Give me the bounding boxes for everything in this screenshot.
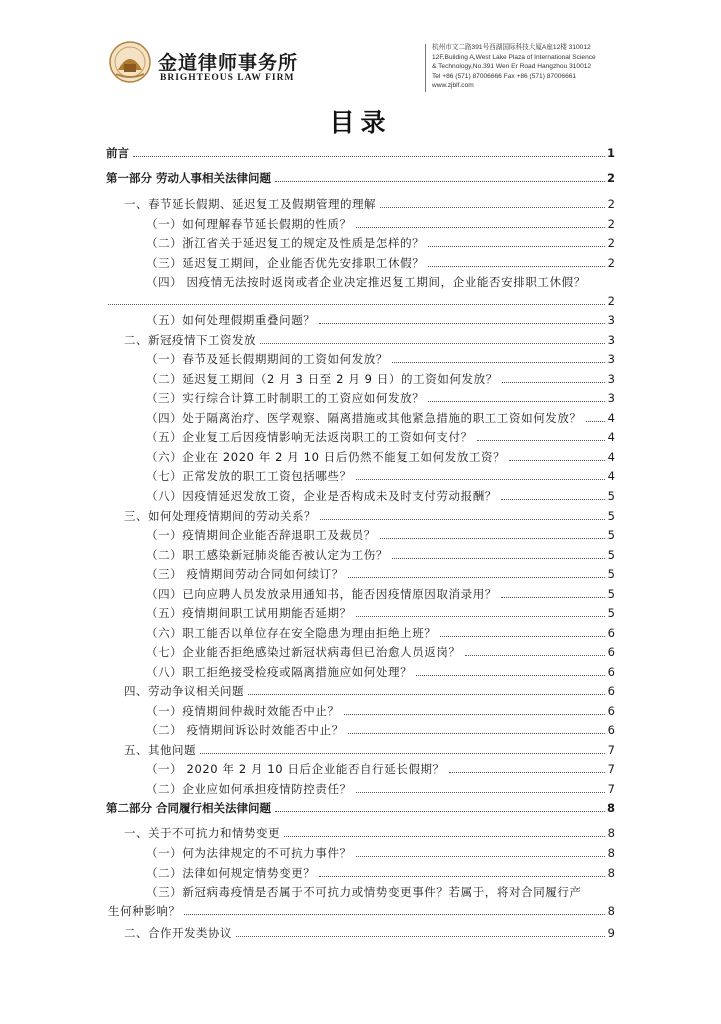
- toc-entry[interactable]: [0, 253, 721, 273]
- toc-entry-page: 6: [607, 723, 615, 737]
- toc-entry[interactable]: [0, 798, 721, 818]
- toc-entry[interactable]: [0, 143, 721, 163]
- toc-leader-dots: [416, 675, 605, 676]
- toc-entry[interactable]: [0, 388, 721, 408]
- toc-entry[interactable]: [0, 681, 721, 701]
- toc-entry-title: （二）企业应如何承担疫情防控责任？: [146, 779, 353, 799]
- toc-entry-title: （五）企业复工后因疫情影响无法返岗职工的工资如何支付？: [146, 427, 474, 447]
- toc-entry-page: 8: [607, 826, 615, 840]
- toc-entry-page: 5: [607, 489, 615, 503]
- toc-entry-page: 9: [607, 926, 615, 940]
- toc-entry-title: 一、春节延长假期、延迟复工及假期管理的理解: [124, 194, 377, 214]
- toc-entry[interactable]: [0, 233, 721, 253]
- toc-entry[interactable]: [0, 603, 721, 623]
- toc-entry-title: （三）延迟复工期间，企业能否优先安排职工休假？: [146, 253, 425, 273]
- toc-leader-dots: [501, 597, 605, 598]
- toc-entry-title: （五）疫情期间职工试用期能否延期？: [146, 603, 353, 623]
- toc-entry-title: 四、劳动争议相关问题: [124, 681, 245, 701]
- toc-entry-page: 3: [607, 391, 615, 405]
- toc-entry[interactable]: [0, 863, 721, 883]
- toc-entry-page: 7: [607, 762, 615, 776]
- toc-leader-dots: [356, 616, 605, 617]
- toc-entry-title: （二）职工感染新冠肺炎能否被认定为工伤？: [146, 545, 389, 565]
- toc-leader-dots: [320, 519, 605, 520]
- toc-entry-page: 4: [607, 450, 615, 464]
- toc-entry-title: （一）如何理解春节延长假期的性质？: [146, 214, 353, 234]
- toc-entry[interactable]: [0, 545, 721, 565]
- toc-leader-dots: [284, 836, 605, 837]
- toc-entry[interactable]: [0, 447, 721, 467]
- toc-leader-dots: [236, 936, 605, 937]
- toc-entry-title: （七）正常发放的职工工资包括哪些？: [146, 466, 353, 486]
- toc-entry-page: 4: [607, 430, 615, 444]
- toc-entry[interactable]: [0, 882, 721, 902]
- toc-leader-dots: [356, 479, 605, 480]
- toc-leader-dots: [509, 460, 605, 461]
- toc-entry[interactable]: [0, 168, 721, 188]
- toc-entry-page: 3: [607, 313, 615, 327]
- toc-entry-page: 2: [607, 197, 615, 211]
- toc-entry[interactable]: [0, 427, 721, 447]
- toc-entry[interactable]: [0, 408, 721, 428]
- toc-entry[interactable]: [0, 525, 721, 545]
- toc-entry-page: 6: [607, 645, 615, 659]
- toc-leader-dots: [275, 181, 605, 182]
- toc-leader-dots: [392, 362, 605, 363]
- toc-entry-title: （一）疫情期间企业能否辞退职工及裁员？: [146, 525, 377, 545]
- toc-entry-page: 2: [607, 236, 615, 250]
- toc-entry[interactable]: [0, 843, 721, 863]
- toc-entry[interactable]: [0, 823, 721, 843]
- toc-entry-title-continued: 生何种影响？: [108, 901, 182, 921]
- toc-entry[interactable]: [0, 272, 721, 292]
- toc-entry[interactable]: [0, 720, 721, 740]
- toc-entry-title: 五、其他问题: [124, 740, 197, 760]
- toc-leader-dots: [502, 382, 605, 383]
- toc-entry-page: 2: [606, 171, 615, 185]
- toc-entry-title: （一）疫情期间仲裁时效能否中止？: [146, 701, 341, 721]
- toc-entry-title: 二、合作开发类协议: [124, 923, 233, 943]
- toc-entry-page: 8: [607, 846, 615, 860]
- toc-leader-dots: [319, 876, 605, 877]
- toc-leader-dots: [428, 246, 605, 247]
- toc-entry-page: 2: [607, 217, 615, 231]
- address-line: & Technology,No.391 Wen Er Road Hangzhou 310012: [432, 63, 592, 71]
- toc-entry-page: 2: [607, 294, 615, 308]
- toc-entry-page: 3: [607, 352, 615, 366]
- toc-entry-title: （八）因疫情延迟发放工资，企业是否构成未及时支付劳动报酬？: [146, 486, 498, 506]
- page-title: 目录: [329, 108, 392, 137]
- toc-entry[interactable]: [0, 466, 721, 486]
- toc-leader-dots: [356, 856, 605, 857]
- firm-name-cn: 金道律师事务所: [158, 52, 299, 74]
- toc-entry-title: （四） 因疫情无法按时返岗或者企业决定推迟复工期间，企业能否安排职工休假？: [146, 272, 587, 292]
- toc-entry-page: 5: [607, 509, 615, 523]
- toc-entry-title: 一、关于不可抗力和情势变更: [124, 823, 281, 843]
- toc-entry-title: （三）新冠病毒疫情是否属于不可抗力或情势变更事件？若属于，将对合同履行产: [146, 882, 583, 902]
- toc-entry-title: （三）实行综合计算工时制职工的工资应如何发放？: [146, 388, 425, 408]
- toc-entry-page: 6: [607, 684, 615, 698]
- toc-entry[interactable]: [0, 486, 721, 506]
- toc-entry-page: 6: [607, 626, 615, 640]
- toc-entry-title: 第二部分 合同履行相关法律问题: [106, 798, 272, 818]
- toc-entry-title: （二）浙江省关于延迟复工的规定及性质是怎样的？: [146, 233, 425, 253]
- toc-leader-dots: [380, 207, 605, 208]
- toc-entry-title: （八）职工拒绝接受检疫或隔离措施应如何处理？: [146, 662, 413, 682]
- address-line: 12F,Building A,West Lake Plaza of International Science: [432, 53, 596, 61]
- toc-entry[interactable]: [0, 310, 721, 330]
- toc-entry-title: （一）何为法律规定的不可抗力事件？: [146, 843, 353, 863]
- toc-entry-page: 5: [607, 548, 615, 562]
- firm-name-en: BRIGHTEOUS LAW FIRM: [160, 73, 295, 83]
- toc-entry-continuation: [0, 291, 721, 311]
- toc-entry-title: （四）处于隔离治疗、医学观察、隔离措施或其他紧急措施的职工工资如何发放？: [146, 408, 583, 428]
- toc-entry-page: 5: [607, 567, 615, 581]
- toc-leader-dots: [477, 440, 605, 441]
- toc-leader-dots: [348, 577, 605, 578]
- toc-leader-dots: [200, 753, 605, 754]
- toc-entry[interactable]: [0, 759, 721, 779]
- toc-entry-page: 8: [607, 904, 615, 918]
- toc-leader-dots: [501, 499, 605, 500]
- toc-leader-dots: [184, 914, 605, 915]
- toc-entry-page: 6: [607, 704, 615, 718]
- toc-entry-title: （五）如何处理假期重叠问题？: [146, 310, 316, 330]
- toc-entry-page: 3: [607, 372, 615, 386]
- toc-entry-title: 第一部分 劳动人事相关法律问题: [106, 168, 272, 188]
- toc-entry[interactable]: [0, 642, 721, 662]
- toc-entry-page: 5: [607, 606, 615, 620]
- toc-entry-page: 4: [607, 411, 615, 425]
- address-line: www.zjblf.com: [432, 82, 474, 90]
- toc-entry[interactable]: [0, 330, 721, 350]
- toc-entry-page: 4: [607, 469, 615, 483]
- toc-entry[interactable]: [0, 740, 721, 760]
- toc-entry-continuation: [0, 901, 721, 921]
- toc-entry-title: （六）职工能否以单位存在安全隐患为理由拒绝上班？: [146, 623, 437, 643]
- toc-entry-title: （三） 疫情期间劳动合同如何续订？: [146, 564, 345, 584]
- toc-leader-dots: [586, 421, 605, 422]
- toc-entry-page: 6: [607, 665, 615, 679]
- toc-leader-dots: [392, 558, 605, 559]
- toc-leader-dots: [465, 655, 605, 656]
- toc-entry[interactable]: [0, 564, 721, 584]
- toc-leader-dots: [449, 772, 605, 773]
- toc-entry-page: 2: [607, 256, 615, 270]
- toc-entry-page: 8: [607, 866, 615, 880]
- toc-entry[interactable]: [0, 349, 721, 369]
- toc-entry-page: 7: [607, 743, 615, 757]
- toc-leader-dots: [428, 266, 605, 267]
- toc-leader-dots: [440, 636, 605, 637]
- toc-leader-dots: [428, 401, 605, 402]
- toc-entry-page: 1: [606, 146, 615, 160]
- toc-entry-title: （二） 疫情期间诉讼时效能否中止？: [146, 720, 345, 740]
- toc-entry-title: 三、如何处理疫情期间的劳动关系？: [124, 506, 317, 526]
- toc-entry-page: 5: [607, 587, 615, 601]
- toc-leader-dots: [108, 304, 605, 305]
- address-line: 杭州市文二路391号西湖国际科技大厦A座12楼 310012: [432, 44, 591, 51]
- toc-leader-dots: [133, 156, 605, 157]
- toc-leader-dots: [356, 792, 605, 793]
- toc-entry-page: 5: [607, 528, 615, 542]
- toc-entry[interactable]: [0, 369, 721, 389]
- toc-entry[interactable]: [0, 701, 721, 721]
- toc-entry-title: 二、新冠疫情下工资发放: [124, 330, 257, 350]
- toc-entry-title: （二）法律如何规定情势变更？: [146, 863, 316, 883]
- toc-leader-dots: [260, 343, 605, 344]
- toc-entry-page: 7: [607, 782, 615, 796]
- toc-entry-title: （一）春节及延长假期期间的工资如何发放？: [146, 349, 389, 369]
- toc-entry-page: 8: [606, 801, 615, 815]
- toc-leader-dots: [348, 733, 605, 734]
- toc-leader-dots: [380, 538, 605, 539]
- toc-entry-title: （二）延迟复工期间（2 月 3 日至 2 月 9 日）的工资如何发放？: [146, 369, 499, 389]
- toc-entry[interactable]: [0, 194, 721, 214]
- toc-entry[interactable]: [0, 584, 721, 604]
- toc-entry[interactable]: [0, 662, 721, 682]
- toc-entry[interactable]: [0, 623, 721, 643]
- toc-entry-title: （七）企业能否拒绝感染过新冠状病毒但已治愈人员返岗？: [146, 642, 462, 662]
- toc-entry[interactable]: [0, 923, 721, 943]
- toc-entry[interactable]: [0, 506, 721, 526]
- toc-entry[interactable]: [0, 779, 721, 799]
- toc-entry-title: （六）企业在 2020 年 2 月 10 日后仍然不能复工如何发放工资？: [146, 447, 506, 467]
- toc-entry-page: 3: [607, 333, 615, 347]
- toc-entry-title: （一） 2020 年 2 月 10 日后企业能否自行延长假期？: [146, 759, 446, 779]
- toc-entry-title: （四）已向应聘人员发放录用通知书，能否因疫情原因取消录用？: [146, 584, 498, 604]
- toc-leader-dots: [319, 323, 605, 324]
- toc-leader-dots: [344, 714, 605, 715]
- toc-entry-title: 前言: [106, 143, 130, 163]
- toc-leader-dots: [275, 811, 605, 812]
- toc-leader-dots: [248, 694, 605, 695]
- toc-entry[interactable]: [0, 214, 721, 234]
- address-line: Tel +86 (571) 87006666 Fax +86 (571) 87006661: [432, 72, 577, 80]
- toc-leader-dots: [356, 227, 605, 228]
